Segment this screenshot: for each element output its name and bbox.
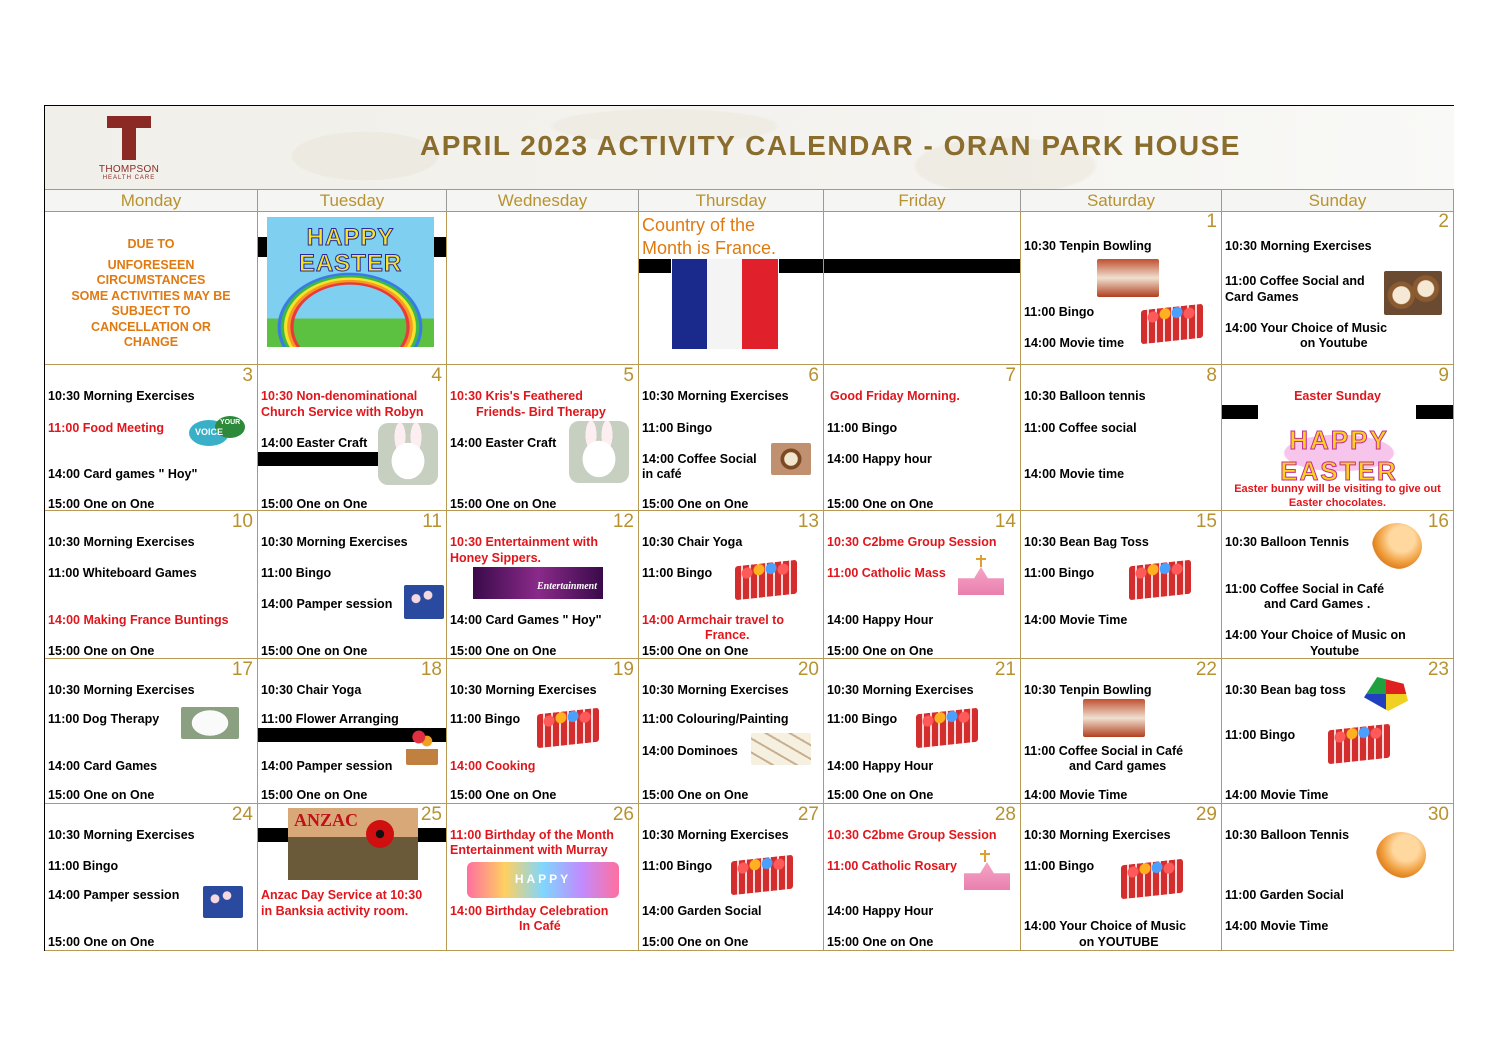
event: 14:00 Cooking xyxy=(450,759,536,773)
calendar-cell-30 xyxy=(1222,804,1454,951)
event: 11:00 Coffee Social in Café xyxy=(1225,582,1385,596)
event: 15:00 One on One xyxy=(827,644,934,658)
event: 11:00 Coffee Social in Café xyxy=(1024,744,1184,758)
event: 10:30 Morning Exercises xyxy=(1225,239,1372,253)
cancellation-notice-line: SOME ACTIVITIES MAY BE xyxy=(71,289,231,303)
cancellation-notice-line: SUBJECT TO xyxy=(111,304,191,318)
calendar-cell-blank-fri xyxy=(824,211,1021,365)
day-number: 4 xyxy=(431,365,442,386)
black-bar xyxy=(639,259,671,273)
event: 10:30 Morning Exercises xyxy=(827,683,974,697)
bingo-icon xyxy=(916,708,978,749)
event: Easter bunny will be visiting to give out xyxy=(1234,483,1441,495)
event: 14:00 Pamper session xyxy=(261,597,393,611)
event: 11:00 Coffee Social and xyxy=(1225,274,1365,288)
event: 14:00 Card games " Hoy" xyxy=(48,467,198,481)
event: 11:00 Coffee social xyxy=(1024,421,1137,435)
event: Easter Sunday xyxy=(1294,389,1381,403)
weekday-monday: Monday xyxy=(45,189,258,212)
event: 11:00 Bingo xyxy=(827,712,898,726)
calendar-cell-27 xyxy=(639,804,824,951)
calendar-cell-19 xyxy=(447,659,639,804)
event: Entertainment with Murray xyxy=(450,843,608,857)
event: 15:00 One on One xyxy=(48,935,155,949)
calendar-cell-11 xyxy=(258,511,447,659)
france-flag-image xyxy=(672,259,778,349)
event: 11:00 Bingo xyxy=(450,712,521,726)
calendar-cell-29 xyxy=(1021,804,1222,951)
day-number: 28 xyxy=(994,804,1016,825)
event: 15:00 One on One xyxy=(450,497,557,511)
event: 10:30 Tenpin Bowling xyxy=(1024,239,1152,253)
dog-therapy-image xyxy=(181,707,239,739)
church-icon xyxy=(964,862,1010,890)
calendar-cell-23 xyxy=(1222,659,1454,804)
event: 15:00 One on One xyxy=(261,788,368,802)
bingo-icon xyxy=(1141,304,1203,345)
day-number: 7 xyxy=(1005,365,1016,386)
calendar-cell-18 xyxy=(258,659,447,804)
day-number: 26 xyxy=(612,804,634,825)
event: In Café xyxy=(519,919,561,933)
calendar-cell-15 xyxy=(1021,511,1222,659)
event: 15:00 One on One xyxy=(48,788,155,802)
black-bar xyxy=(779,259,824,273)
event: and Card games xyxy=(1069,759,1167,773)
event: 11:00 Bingo xyxy=(642,421,713,435)
easter-bunny-craft-icon xyxy=(569,421,629,483)
event: 11:00 Bingo xyxy=(48,859,119,873)
event: 10:30 Bean Bag Toss xyxy=(1024,535,1149,549)
event: 14:00 Pamper session xyxy=(48,888,180,902)
event: 11:00 Bingo xyxy=(1225,728,1296,742)
cancellation-notice-line: CIRCUMSTANCES xyxy=(96,273,206,287)
event: 11:00 Bingo xyxy=(642,859,713,873)
weekday-thursday: Thursday xyxy=(639,189,824,212)
calendar-cell-21 xyxy=(824,659,1021,804)
calendar-cell-blank-mon xyxy=(45,211,258,365)
coffee-cup-icon xyxy=(771,443,811,475)
happy-easter-image: HAPPY EASTER xyxy=(1244,405,1434,477)
cancellation-notice-line: CANCELLATION OR xyxy=(91,320,211,334)
calendar-cell-14 xyxy=(824,511,1021,659)
day-number: 14 xyxy=(994,511,1016,532)
calendar-cell-28 xyxy=(824,804,1021,951)
day-number: 29 xyxy=(1195,804,1217,825)
event: 14:00 Happy Hour xyxy=(827,904,934,918)
church-icon xyxy=(958,567,1004,595)
event: 15:00 One on One xyxy=(827,497,934,511)
event: 14:00 Card Games " Hoy" xyxy=(450,613,602,627)
calendar-cell-7 xyxy=(824,365,1021,511)
event: 10:30 Morning Exercises xyxy=(642,828,789,842)
event: 15:00 One on One xyxy=(48,644,155,658)
bingo-icon xyxy=(1121,859,1183,900)
cancellation-notice-line: CHANGE xyxy=(123,335,179,349)
event: 15:00 One on One xyxy=(261,644,368,658)
calendar-cell-26 xyxy=(447,804,639,951)
event: 14:00 Dominoes xyxy=(642,744,738,758)
event: 14:00 Movie Time xyxy=(1225,919,1329,933)
pamper-nails-icon xyxy=(203,886,243,918)
event: in Banksia activity room. xyxy=(261,904,409,918)
event: 11:00 Birthday of the Month xyxy=(450,828,614,842)
event: 10:30 Morning Exercises xyxy=(450,683,597,697)
birthday-banner-image: HAPPY xyxy=(467,862,619,898)
event: 15:00 One on One xyxy=(450,644,557,658)
country-of-month-line1: Country of the xyxy=(642,215,756,235)
event: 10:30 Entertainment with xyxy=(450,535,598,549)
event: 14:00 Easter Craft xyxy=(261,436,368,450)
event: 14:00 Movie time xyxy=(1024,336,1125,350)
event: 14:00 Garden Social xyxy=(642,904,762,918)
bingo-icon xyxy=(1328,724,1390,765)
event: 10:30 C2bme Group Session xyxy=(827,535,997,549)
day-number: 15 xyxy=(1195,511,1217,532)
bean-bag-icon xyxy=(1364,677,1408,711)
event: 11:00 Bingo xyxy=(827,421,898,435)
event: 11:00 Bingo xyxy=(261,566,332,580)
calendar-cell-22 xyxy=(1021,659,1222,804)
event: 11:00 Catholic Mass xyxy=(827,566,946,580)
event: 10:30 Morning Exercises xyxy=(261,535,408,549)
event: 10:30 Tenpin Bowling xyxy=(1024,683,1152,697)
day-number: 20 xyxy=(797,659,819,680)
cancellation-notice-line: UNFORESEEN xyxy=(107,258,195,272)
event: 15:00 One on One xyxy=(642,935,749,949)
calendar-cell-8 xyxy=(1021,365,1222,511)
event: 14:00 Card Games xyxy=(48,759,158,773)
event: 15:00 One on One xyxy=(642,788,749,802)
event: 14:00 Happy Hour xyxy=(827,759,934,773)
dominoes-icon xyxy=(751,733,811,765)
logo-subtitle: HEALTH CARE xyxy=(102,175,156,181)
bowling-icon xyxy=(1097,259,1159,297)
event: 11:00 Dog Therapy xyxy=(48,712,160,726)
poppy-icon xyxy=(366,820,394,848)
event: 11:00 Flower Arranging xyxy=(261,712,399,726)
day-number: 25 xyxy=(420,804,442,825)
easter-bunny-craft-icon xyxy=(378,423,438,485)
event: 10:30 Morning Exercises xyxy=(642,389,789,403)
calendar-header xyxy=(45,106,1454,189)
event: 10:30 Bean bag toss xyxy=(1225,683,1346,697)
calendar-cell-16 xyxy=(1222,511,1454,659)
event: Friends- Bird Therapy xyxy=(476,405,606,419)
day-number: 24 xyxy=(231,804,253,825)
event: 15:00 One on One xyxy=(827,788,934,802)
cross-icon xyxy=(980,850,990,862)
event: 10:30 Morning Exercises xyxy=(642,683,789,697)
calendar-cell-2 xyxy=(1222,211,1454,365)
weekday-saturday: Saturday xyxy=(1021,189,1222,212)
event: 11:00 Bingo xyxy=(1024,305,1095,319)
event: 10:30 Morning Exercises xyxy=(48,389,195,403)
day-number: 6 xyxy=(808,365,819,386)
day-number: 16 xyxy=(1427,511,1449,532)
event: 14:00 Pamper session xyxy=(261,759,393,773)
event: Youtube xyxy=(1310,644,1360,658)
day-number: 19 xyxy=(612,659,634,680)
calendar-grid xyxy=(45,211,1454,951)
event: 11:00 Catholic Rosary xyxy=(827,859,957,873)
event: 15:00 One on One xyxy=(642,497,749,511)
country-of-month-line2: Month is France. xyxy=(642,238,777,258)
day-number: 11 xyxy=(422,511,442,532)
day-number: 3 xyxy=(242,365,253,386)
flower-arrangement-icon xyxy=(406,725,438,765)
calendar-cell-12 xyxy=(447,511,639,659)
your-voice-matters-icon: VOICE YOUR xyxy=(189,416,245,452)
event: 11:00 Garden Social xyxy=(1225,888,1344,902)
event: Good Friday Morning. xyxy=(830,389,960,403)
day-number: 9 xyxy=(1438,365,1449,386)
event: 14:00 Movie Time xyxy=(1225,788,1329,802)
event: 15:00 One on One xyxy=(827,935,934,949)
event: 14:00 Movie Time xyxy=(1024,788,1128,802)
day-number: 10 xyxy=(231,511,253,532)
calendar-cell-6 xyxy=(639,365,824,511)
event: and Card Games . xyxy=(1264,597,1371,611)
calendar-cell-5 xyxy=(447,365,639,511)
event: Church Service with Robyn xyxy=(261,405,424,419)
day-number: 18 xyxy=(420,659,442,680)
bingo-icon xyxy=(731,855,793,896)
pamper-nails-icon xyxy=(404,585,444,619)
event: 10:30 Morning Exercises xyxy=(48,535,195,549)
weekday-header-row xyxy=(45,189,1454,211)
black-bar xyxy=(434,237,446,257)
event: Card Games xyxy=(1225,290,1299,304)
calendar-cell-25 xyxy=(258,804,447,951)
event: 11:00 Colouring/Painting xyxy=(642,712,789,726)
event: 10:30 Morning Exercises xyxy=(48,683,195,697)
activity-calendar xyxy=(44,105,1454,951)
event: in café xyxy=(642,467,682,481)
event: 11:00 Whiteboard Games xyxy=(48,566,197,580)
bingo-icon xyxy=(1129,560,1191,601)
event: 15:00 One on One xyxy=(261,497,368,511)
balloon-tennis-icon xyxy=(1372,523,1422,569)
event: 10:30 Morning Exercises xyxy=(1024,828,1171,842)
event: 10:30 Balloon Tennis xyxy=(1225,535,1350,549)
event: 14:00 Your Choice of Music on xyxy=(1225,628,1406,642)
event: on Youtube xyxy=(1300,336,1368,350)
calendar-cell-17 xyxy=(45,659,258,804)
balloon-tennis-icon xyxy=(1376,832,1426,878)
event: 14:00 Armchair travel to xyxy=(642,613,784,627)
event: 14:00 Movie Time xyxy=(1024,613,1128,627)
day-number: 13 xyxy=(797,511,819,532)
day-number: 17 xyxy=(231,659,253,680)
calendar-cell-13 xyxy=(639,511,824,659)
event: 10:30 Balloon tennis xyxy=(1024,389,1146,403)
event: 15:00 One on One xyxy=(450,788,557,802)
cross-icon xyxy=(976,555,986,567)
calendar-cell-3 xyxy=(45,365,258,511)
event: 11:00 Bingo xyxy=(1024,859,1095,873)
day-number: 2 xyxy=(1438,211,1449,232)
day-number: 5 xyxy=(623,365,634,386)
weekday-tuesday: Tuesday xyxy=(258,189,447,212)
anzac-image: ANZAC xyxy=(288,808,418,880)
day-number: 22 xyxy=(1195,659,1217,680)
event: 14:00 Birthday Celebration xyxy=(450,904,609,918)
black-bar xyxy=(1222,405,1258,419)
logo-t-icon xyxy=(107,116,151,160)
calendar-cell-10 xyxy=(45,511,258,659)
calendar-cell-20 xyxy=(639,659,824,804)
event: 14:00 Easter Craft xyxy=(450,436,557,450)
event: 15:00 One on One xyxy=(642,644,749,658)
calendar-cell-blank-thu xyxy=(639,211,824,365)
event: 10:30 Non-denominational xyxy=(261,389,418,403)
event: France. xyxy=(705,628,750,642)
event: on YOUTUBE xyxy=(1079,935,1159,949)
day-number: 8 xyxy=(1206,365,1217,386)
weekday-friday: Friday xyxy=(824,189,1021,212)
day-number: 30 xyxy=(1427,804,1449,825)
day-number: 23 xyxy=(1427,659,1449,680)
event: Easter chocolates. xyxy=(1288,497,1387,509)
calendar-cell-9 xyxy=(1222,365,1454,511)
calendar-cell-blank-tue xyxy=(258,211,447,365)
black-bar xyxy=(258,452,378,466)
bowling-icon xyxy=(1083,699,1145,737)
live-entertainment-image: Entertainment xyxy=(473,567,603,599)
calendar-cell-24 xyxy=(45,804,258,951)
event: 10:30 Kris's Feathered xyxy=(450,389,583,403)
event: 14:00 Your Choice of Music xyxy=(1024,919,1187,933)
logo-name: THOMPSON xyxy=(98,164,160,175)
event: 10:30 Balloon Tennis xyxy=(1225,828,1350,842)
event: 14:00 Coffee Social xyxy=(642,452,757,466)
event: 14:00 Movie time xyxy=(1024,467,1125,481)
black-bar xyxy=(824,259,1021,273)
event: 11:00 Bingo xyxy=(1024,566,1095,580)
event: 10:30 Chair Yoga xyxy=(261,683,362,697)
event: 14:00 Happy Hour xyxy=(827,613,934,627)
day-number: 21 xyxy=(994,659,1016,680)
event: 10:30 Morning Exercises xyxy=(48,828,195,842)
day-number: 27 xyxy=(797,804,819,825)
cancellation-notice-line: DUE TO xyxy=(127,237,175,251)
event: Anzac Day Service at 10:30 xyxy=(261,888,423,902)
day-number: 12 xyxy=(612,511,634,532)
event: 11:00 Food Meeting xyxy=(48,421,164,435)
page-title: APRIL 2023 ACTIVITY CALENDAR - ORAN PARK HOUSE xyxy=(420,130,1241,161)
event: 14:00 Happy hour xyxy=(827,452,932,466)
event: 10:30 C2bme Group Session xyxy=(827,828,997,842)
bingo-icon xyxy=(735,560,797,601)
day-number: 1 xyxy=(1206,211,1217,232)
event: 14:00 Your Choice of Music xyxy=(1225,321,1388,335)
coffee-icon xyxy=(1384,271,1442,315)
event: 15:00 One on One xyxy=(48,497,155,511)
black-bar xyxy=(1416,405,1454,419)
event: Honey Sippers. xyxy=(450,551,541,565)
event: 11:00 Bingo xyxy=(642,566,713,580)
calendar-cell-1 xyxy=(1021,211,1222,365)
event: 10:30 Chair Yoga xyxy=(642,535,743,549)
bingo-icon xyxy=(537,708,599,749)
weekday-wednesday: Wednesday xyxy=(447,189,639,212)
calendar-cell-blank-wed xyxy=(447,211,639,365)
calendar-cell-4 xyxy=(258,365,447,511)
weekday-sunday: Sunday xyxy=(1222,189,1454,212)
happy-easter-image: HAPPY EASTER xyxy=(267,217,434,347)
event: 14:00 Making France Buntings xyxy=(48,613,229,627)
thompson-logo xyxy=(89,116,169,186)
